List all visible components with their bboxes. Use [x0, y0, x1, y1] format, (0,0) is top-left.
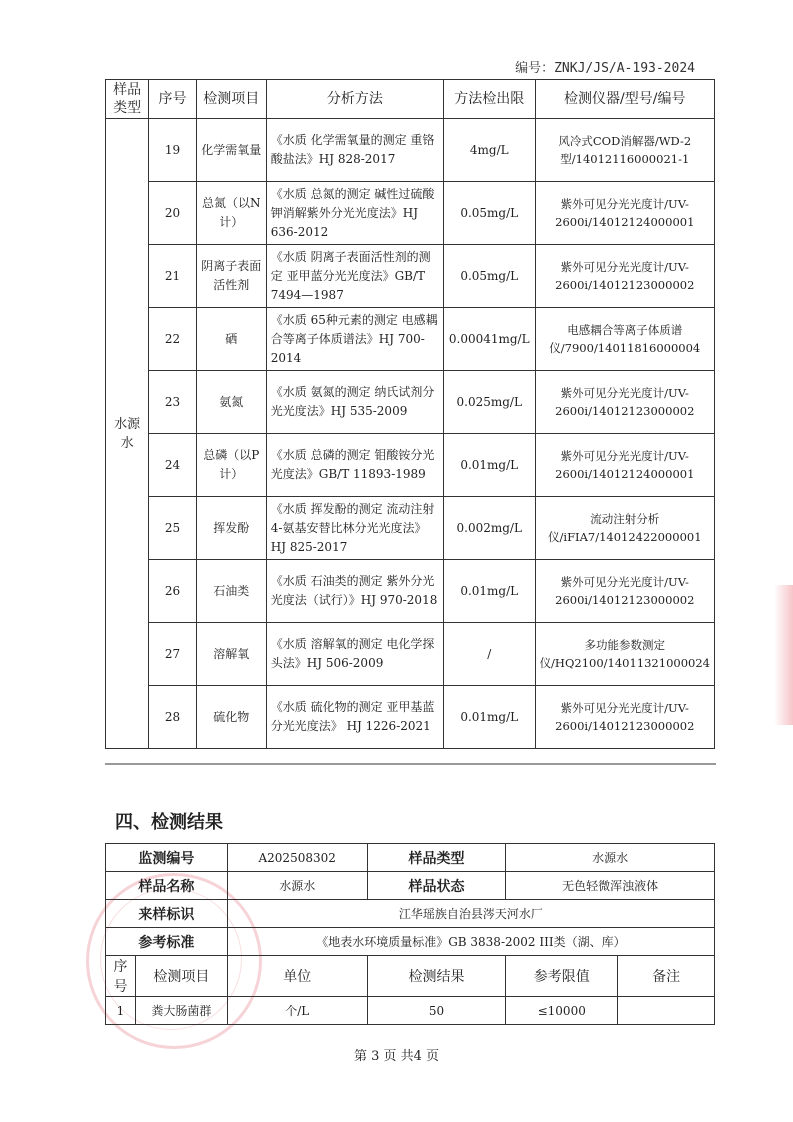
- row-method: 《水质 总氮的测定 碱性过硫酸钾消解紫外分光光度法》HJ 636-2012: [266, 182, 443, 245]
- row-item: 挥发酚: [196, 497, 266, 560]
- sample-type-value: 水源水: [506, 844, 715, 872]
- row-instrument: 紫外可见分光光度计/UV-2600i/14012123000002: [535, 560, 714, 623]
- col-header-unit: 单位: [227, 956, 367, 997]
- row-limit: 0.00041mg/L: [443, 308, 535, 371]
- method-row: [106, 497, 715, 560]
- sample-state-value: 无色轻微浑浊液体: [506, 872, 715, 900]
- sample-state-label: 样品状态: [367, 872, 506, 900]
- standard-value: 《地表水环境质量标准》GB 3838-2002 III类（湖、库）: [227, 928, 714, 956]
- col-header-item: 检测项目: [135, 956, 227, 997]
- row-limit: 0.025mg/L: [443, 371, 535, 434]
- row-item: 硒: [196, 308, 266, 371]
- row-method: 《水质 氨氮的测定 纳氏试剂分光光度法》HJ 535-2009: [266, 371, 443, 434]
- row-method: 《水质 挥发酚的测定 流动注射4-氨基安替比林分光光度法》HJ 825-2017: [266, 497, 443, 560]
- col-header-limit: 参考限值: [506, 956, 618, 997]
- method-row: [106, 308, 715, 371]
- standard-label: 参考标准: [106, 928, 228, 956]
- results-row-standard: [106, 928, 715, 956]
- row-item: 总磷（以P计）: [196, 434, 266, 497]
- document-number: 编号：ZNKJ/JS/A-193-2024: [515, 61, 695, 76]
- seam-seal: [774, 585, 793, 725]
- sample-type-cell: 水源水: [106, 119, 149, 749]
- row-instrument: 多功能参数测定仪/HQ2100/14011321000024: [535, 623, 714, 686]
- source-value: 江华瑶族自治县涔天河水厂: [227, 900, 714, 928]
- row-limit: /: [443, 623, 535, 686]
- result-value: 50: [367, 997, 506, 1025]
- row-limit: 0.002mg/L: [443, 497, 535, 560]
- row-instrument: 紫外可见分光光度计/UV-2600i/14012123000002: [535, 686, 714, 749]
- result-item: 粪大肠菌群: [135, 997, 227, 1025]
- col-header-note: 备注: [618, 956, 715, 997]
- row-method: 《水质 65种元素的测定 电感耦合等离子体质谱法》HJ 700-2014: [266, 308, 443, 371]
- sample-name-value: 水源水: [227, 872, 367, 900]
- methods-header-row: [106, 80, 715, 119]
- header-item: 检测项目: [196, 80, 266, 119]
- row-item: 化学需氧量: [196, 119, 266, 182]
- row-instrument: 紫外可见分光光度计/UV-2600i/14012123000002: [535, 245, 714, 308]
- results-row-source: [106, 900, 715, 928]
- row-limit: 0.05mg/L: [443, 182, 535, 245]
- col-header-result: 检测结果: [367, 956, 506, 997]
- row-instrument: 风冷式COD消解器/WD-2型/14012116000021-1: [535, 119, 714, 182]
- row-method: 《水质 化学需氧量的测定 重铬酸盐法》HJ 828-2017: [266, 119, 443, 182]
- row-method: 《水质 溶解氧的测定 电化学探头法》HJ 506-2009: [266, 623, 443, 686]
- result-note: [618, 997, 715, 1025]
- source-label: 来样标识: [106, 900, 228, 928]
- header-method: 分析方法: [266, 80, 443, 119]
- row-no: 19: [149, 119, 197, 182]
- method-row: [106, 245, 715, 308]
- results-col-headers: [106, 956, 715, 997]
- sample-type-label: 样品类型: [367, 844, 506, 872]
- row-instrument: 紫外可见分光光度计/UV-2600i/14012123000002: [535, 371, 714, 434]
- sample-name-label: 样品名称: [106, 872, 228, 900]
- row-no: 21: [149, 245, 197, 308]
- row-instrument: 流动注射分析仪/iFIA7/14012422000001: [535, 497, 714, 560]
- results-table: [105, 843, 715, 1025]
- row-instrument: 电感耦合等离子体质谱仪/7900/14011816000004: [535, 308, 714, 371]
- method-row: [106, 119, 715, 182]
- result-no: 1: [106, 997, 136, 1025]
- row-no: 27: [149, 623, 197, 686]
- row-limit: 0.05mg/L: [443, 245, 535, 308]
- methods-table: [105, 79, 715, 749]
- row-instrument: 紫外可见分光光度计/UV-2600i/14012124000001: [535, 182, 714, 245]
- result-row: [106, 997, 715, 1025]
- row-limit: 4mg/L: [443, 119, 535, 182]
- row-limit: 0.01mg/L: [443, 560, 535, 623]
- row-instrument: 紫外可见分光光度计/UV-2600i/14012124000001: [535, 434, 714, 497]
- result-unit: 个/L: [227, 997, 367, 1025]
- row-method: 《水质 总磷的测定 钼酸铵分光光度法》GB/T 11893-1989: [266, 434, 443, 497]
- monitor-no-value: A202508302: [227, 844, 367, 872]
- header-limit: 方法检出限: [443, 80, 535, 119]
- row-method: 《水质 石油类的测定 紫外分光光度法（试行）》HJ 970-2018: [266, 560, 443, 623]
- row-item: 溶解氧: [196, 623, 266, 686]
- row-no: 25: [149, 497, 197, 560]
- row-method: 《水质 阴离子表面活性剂的测定 亚甲蓝分光光度法》GB/T 7494—1987: [266, 245, 443, 308]
- results-row-monitor: [106, 844, 715, 872]
- row-no: 24: [149, 434, 197, 497]
- row-limit: 0.01mg/L: [443, 434, 535, 497]
- row-no: 26: [149, 560, 197, 623]
- col-header-no: 序号: [106, 956, 136, 997]
- header-sample-type: 样品类型: [106, 80, 149, 119]
- row-item: 氨氮: [196, 371, 266, 434]
- row-item: 阴离子表面活性剂: [196, 245, 266, 308]
- results-row-name: [106, 872, 715, 900]
- row-item: 总氮（以N计）: [196, 182, 266, 245]
- method-row: [106, 434, 715, 497]
- method-row: [106, 686, 715, 749]
- row-no: 28: [149, 686, 197, 749]
- row-no: 20: [149, 182, 197, 245]
- header-instrument: 检测仪器/型号/编号: [535, 80, 714, 119]
- row-item: 石油类: [196, 560, 266, 623]
- method-row: [106, 371, 715, 434]
- monitor-no-label: 监测编号: [106, 844, 228, 872]
- row-item: 硫化物: [196, 686, 266, 749]
- row-limit: 0.01mg/L: [443, 686, 535, 749]
- method-row: [106, 623, 715, 686]
- page-footer: 第 3 页 共4 页: [353, 1049, 440, 1064]
- method-row: [106, 182, 715, 245]
- row-method: 《水质 硫化物的测定 亚甲基蓝分光光度法》 HJ 1226-2021: [266, 686, 443, 749]
- page-divider: [105, 763, 716, 765]
- header-no: 序号: [149, 80, 197, 119]
- row-no: 23: [149, 371, 197, 434]
- row-no: 22: [149, 308, 197, 371]
- method-row: [106, 560, 715, 623]
- result-limit: ≤10000: [506, 997, 618, 1025]
- section-title: 四、检测结果: [115, 812, 223, 833]
